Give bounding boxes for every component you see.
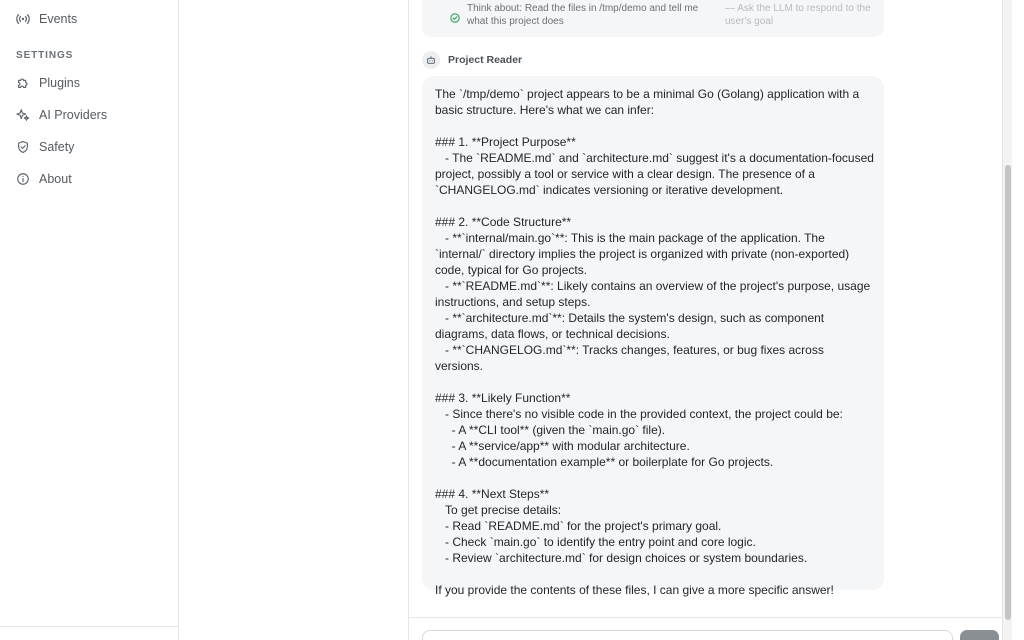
agent-header — [422, 51, 522, 69]
check-circle-icon — [450, 10, 460, 20]
sparkle-icon — [16, 108, 30, 122]
sidebar-item-events[interactable] — [16, 7, 77, 31]
composer-divider — [409, 617, 1012, 618]
message-input[interactable] — [422, 630, 953, 640]
chat-scrollbar[interactable] — [1002, 0, 1012, 640]
robot-icon — [422, 51, 440, 69]
tool-step-card — [422, 0, 884, 37]
sidebar-item-label: Plugins — [39, 76, 80, 90]
agent-name: Project Reader — [448, 54, 523, 66]
assistant-message-text: The `/tmp/demo` project appears to be a minimal Go (Golang) application with a basic structure. Here's what we can infer: ### 1. **Project Purpose** - The `README.md` and `architecture.md` suggest it's a documentation-focused project, possibly a tool or service with a clear design. The presence of a `CHANGELOG.md` indicates versioning or iterative development. ### 2. **Code Structure** - **`internal/main.go`**: This is the main package of the application. The `internal/` directory implies the project is organized with private (non-exported) code, typical for Go projects. - **`README.md`**: Likely contains an overview of the project's purpose, usage instructions, and setup steps. - **`architecture.md`**: Details the system's design, such as component diagrams, data flows, or technical decisions. - **`CHANGELOG.md`**: Tracks changes, features, or bug fixes across versions. ### 3. **Likely Function** - Since there's no visible code in the provided context, the project could be: - A **CLI tool** (given the `main.go` file). - A **service/app** with modular architecture. - A **documentation example** or boilerplate for Go projects. ### 4. **Next Steps** To get precise details: - Read `README.md` for the project's primary goal. - Check `main.go` to identify the entry point and core logic. - Review `architecture.md` for design choices or system boundaries. If you provide the contents of these files, I can give a more specific answer! — [435, 87, 874, 597]
send-button[interactable] — [960, 630, 999, 640]
sidebar-item-safety[interactable] — [16, 135, 74, 159]
sidebar-item-ai-providers[interactable] — [16, 103, 107, 127]
tool-step-next: — Ask the LLM to respond to the user's goal — [725, 3, 871, 27]
sidebar — [0, 0, 179, 640]
sidebar-item-label: About — [39, 172, 72, 186]
broadcast-icon — [16, 12, 30, 26]
chat-panel — [409, 0, 1012, 640]
settings-section-label: SETTINGS — [16, 50, 74, 61]
puzzle-icon — [16, 76, 30, 90]
sidebar-item-label: Events — [39, 12, 78, 26]
content-spacer — [179, 0, 409, 640]
sidebar-item-label: AI Providers — [39, 108, 108, 122]
sidebar-item-plugins[interactable] — [16, 71, 80, 95]
sidebar-item-about[interactable] — [16, 167, 72, 191]
assistant-message-bubble — [422, 76, 884, 597]
info-icon — [16, 172, 30, 186]
scrollbar-thumb[interactable] — [1005, 165, 1011, 620]
shield-icon — [16, 140, 30, 154]
sidebar-divider — [0, 626, 178, 627]
tool-step-thought: Think about: Read the files in /tmp/demo and tell me what this project does — [467, 3, 699, 27]
sidebar-item-label: Safety — [39, 140, 75, 154]
